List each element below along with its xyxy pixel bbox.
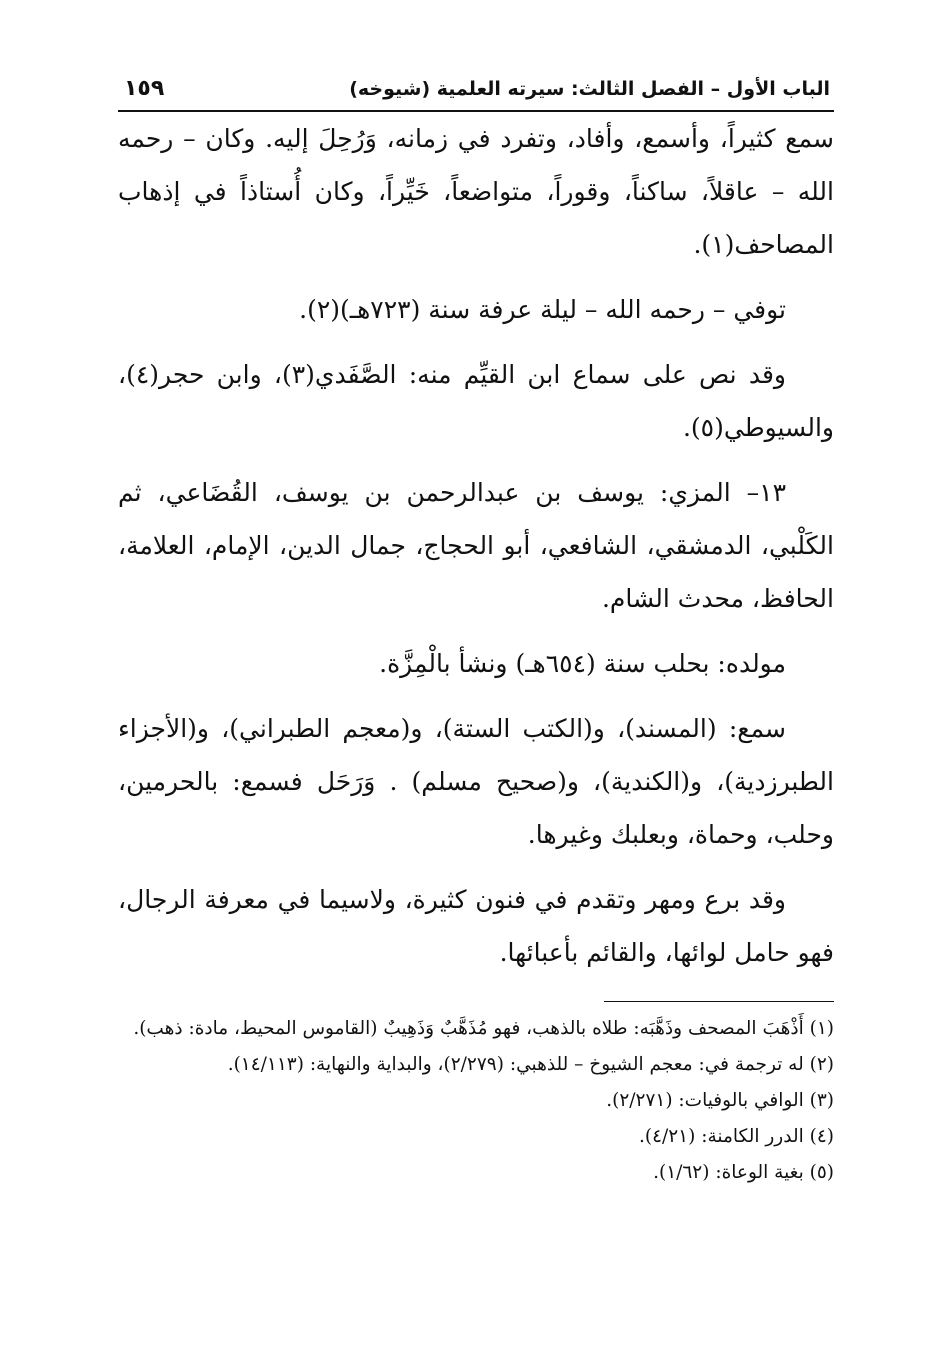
paragraph-6: سمع: (المسند)، و(الكتب الستة)، و(معجم الطبراني)، و(الأجزاء الطبرزدية)، و(الكندية)، و(صحيح مسلم) . وَرَحَل فسمع: بالحرمين، وحلب، وحماة، وبعلبك وغيرها. (118, 714, 834, 849)
footnotes (118, 1012, 834, 1189)
main-text (118, 112, 834, 979)
paragraph-1: سمع كثيراً، وأسمع، وأفاد، وتفرد في زمانه، وَرُحِلَ إليه. وكان – رحمه الله – عاقلاً، ساكناً، وقوراً، متواضعاً، خَيِّراً، وكان أُستاذاً في إذهاب المصاحف(١). (118, 124, 834, 259)
footnote-1: (١) أَذْهَبَ المصحف وذَهَّبَه: طلاه بالذهب، فهو مُذَهَّبٌ وَذَهِيبٌ (القاموس المحيط، مادة: ذهب). (133, 1018, 834, 1039)
document-page (118, 70, 834, 1192)
footnote-5: (٥) بغية الوعاة: (١/٦٢). (653, 1162, 834, 1183)
paragraph-7: وقد برع ومهر وتقدم في فنون كثيرة، ولاسيما في معرفة الرجال، فهو حامل لوائها، والقائم بأعبائها. (118, 885, 834, 967)
page-number: ١٥٩ (124, 76, 165, 101)
paragraph-4: ١٣– المزي: يوسف بن عبدالرحمن بن يوسف، القُضَاعي، ثم الكَلْبي، الدمشقي، الشافعي، أبو الحجاج، جمال الدين، الإمام، العلامة، الحافظ، محدث الشام. (118, 478, 834, 613)
running-header (118, 70, 834, 112)
footnote-separator (604, 1001, 834, 1002)
paragraph-2: توفي – رحمه الله – ليلة عرفة سنة (٧٢٣هـ)(٢). (299, 295, 786, 324)
footnote-4: (٤) الدرر الكامنة: (٤/٢١). (638, 1126, 834, 1147)
header-title: الباب الأول – الفصل الثالث: سيرته العلمية (شيوخه) (349, 78, 830, 100)
footnote-2: (٢) له ترجمة في: معجم الشيوخ – للذهبي: (٢/٢٧٩)، والبداية والنهاية: (١٤/١١٣). (227, 1054, 834, 1075)
paragraph-3: وقد نص على سماع ابن القيِّم منه: الصَّفَدي(٣)، وابن حجر(٤)، والسيوطي(٥). (118, 360, 834, 442)
paragraph-5: مولده: بحلب سنة (٦٥٤هـ) ونشأ بالْمِزَّة. (379, 649, 786, 678)
footnote-3: (٣) الوافي بالوفيات: (٢/٢٧١). (606, 1090, 834, 1111)
